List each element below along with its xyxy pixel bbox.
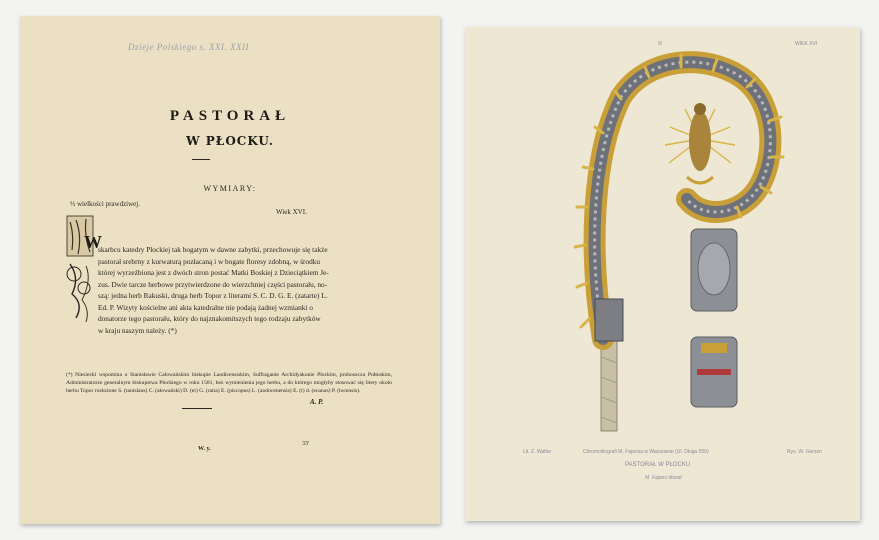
- footer-right-mark: 33': [302, 441, 310, 447]
- body-line: zus. Dwie tarcze herbowe przytwierdzone do wierzchniej części pastorału, no-: [98, 279, 328, 289]
- page-subtitle: W PŁOCKU.: [186, 134, 274, 148]
- left-text-page: [20, 16, 440, 524]
- right-plate-page: [465, 27, 860, 521]
- body-line: szą: jedna herb Rakuski, druga herb Topor z literami S. C. D. G. E. (zatarte) L.: [98, 291, 328, 300]
- credit-lithographer: Lit. Z. Walter: [523, 449, 552, 455]
- body-line: której wyrzeźbiona jest z dwóch stron postać Matki Boskiej z Dzieciątkiem Je-: [98, 268, 329, 277]
- dimensions-heading: WYMIARY:: [203, 184, 257, 193]
- crosier-illustration: [465, 27, 860, 521]
- pencil-note: Dzieje Polskiego s. XXI. XXII: [128, 42, 249, 52]
- footer-left-mark: W. y.: [198, 446, 211, 452]
- plate-title: PASTORAŁ W PŁOCKU: [625, 462, 691, 468]
- credit-artist: Rys. W. Gerson: [787, 449, 823, 455]
- footnote: (*) Niesiecki wspomina o Stanisławie Całowańskim biskupie Laodicensiskim, Suffraganie Archidyakonie Płockim, proboszczu Pułtuskim, Administratorze generalnym biskupstwa Płockiego w roku 1581, bez wymienienia jego herbu, a do którego mogłyby stosować się litery około herbu Topor rozłożone S. (tanislaus) C. (ałowański) D. (ei) G. (ratia) E. (piscopus) L. (aodocenensis) E. (t) d. (ecanus) P. (locensis).: [66, 372, 392, 394]
- scale-note: ⅓ wielkości prawdziwej.: [70, 200, 140, 208]
- body-line: donatorze tego pastorału, który do najznakomitszych tego rodzaju zabytków: [98, 314, 321, 323]
- initial-letter: W: [84, 232, 102, 252]
- body-text: [98, 244, 384, 336]
- credit-printer: Chromolitografi M. Fajansa w Warszawie (Ul. Długa 550): [583, 449, 709, 455]
- body-line: pastorał srebrny z kurwaturą pozłacaną i w bogate floresy zdobną, w środku: [98, 256, 321, 266]
- century-label: Wiek XVI.: [276, 208, 307, 216]
- decorated-initial: [66, 214, 102, 324]
- title-divider: [192, 159, 210, 160]
- signature: A. P.: [310, 398, 324, 406]
- body-line: skarbcu katedry Płockiej tak bogatym w dawne zabytki, przechowuje się także: [98, 245, 328, 254]
- body-line: Ed. P. Wizyty kościelne ani akta katedralne nie podają żadnej wzmianki o: [98, 302, 313, 312]
- plate-subtitle: M. Fajans direxit: [645, 475, 682, 481]
- body-line: w kraju naszym należy. (*): [98, 325, 177, 335]
- page-title: PASTORAŁ: [169, 108, 291, 124]
- footer-divider: [182, 408, 212, 409]
- corner-mark-left: 5/: [658, 41, 663, 47]
- corner-mark-right: WIEK XVI: [795, 41, 818, 47]
